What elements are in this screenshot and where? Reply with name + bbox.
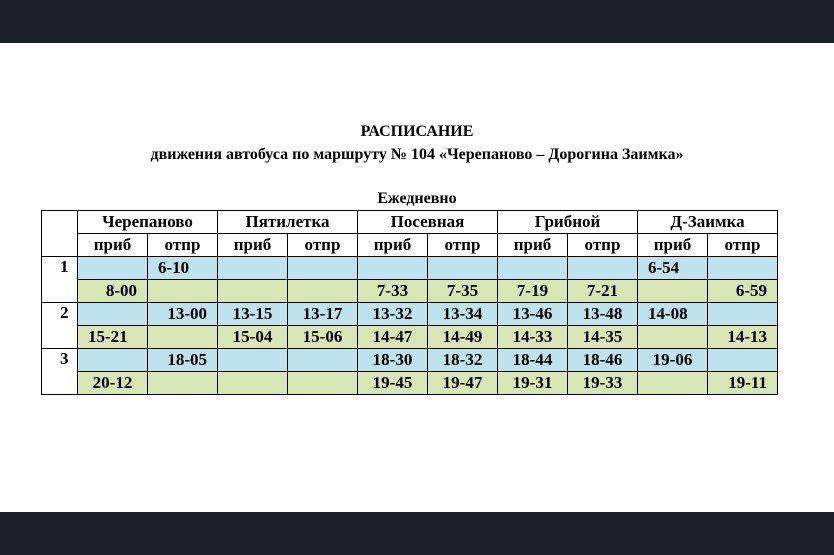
- stop-header: Грибной: [498, 211, 638, 234]
- trip-number-header: [42, 211, 78, 257]
- time-cell: 7-19: [498, 280, 568, 303]
- schedule-title: РАСПИСАНИЕ: [360, 123, 474, 140]
- arrival-departure-header-row: [42, 234, 778, 257]
- time-cell: 20-12: [78, 372, 148, 395]
- stop-header: Пятилетка: [218, 211, 358, 234]
- time-cell: [288, 280, 358, 303]
- time-cell: [78, 349, 148, 372]
- trip-number: 3: [42, 349, 78, 395]
- route-subtitle: движения автобуса по маршруту № 104 «Черепаново – Дорогина Заимка»: [150, 146, 684, 163]
- trip-row-outbound: [42, 349, 778, 372]
- time-cell: 15-06: [288, 326, 358, 349]
- time-cell: 19-33: [568, 372, 638, 395]
- trip-row-return: [42, 326, 778, 349]
- time-cell: 14-08: [638, 303, 708, 326]
- arrival-header: приб: [78, 234, 148, 257]
- time-cell: 13-32: [358, 303, 428, 326]
- time-cell: 13-17: [288, 303, 358, 326]
- time-cell: [78, 257, 148, 280]
- time-cell: 7-33: [358, 280, 428, 303]
- trip-row-outbound: [42, 257, 778, 280]
- time-cell: 19-06: [638, 349, 708, 372]
- time-cell: [288, 349, 358, 372]
- time-cell: 19-45: [358, 372, 428, 395]
- time-cell: [638, 326, 708, 349]
- time-cell: 14-47: [358, 326, 428, 349]
- time-cell: 19-47: [428, 372, 498, 395]
- stops-header-row: [42, 211, 778, 234]
- time-cell: 6-59: [708, 280, 778, 303]
- time-cell: 19-31: [498, 372, 568, 395]
- arrival-header: приб: [498, 234, 568, 257]
- time-cell: [568, 257, 638, 280]
- time-cell: [218, 257, 288, 280]
- time-cell: 7-21: [568, 280, 638, 303]
- time-cell: 13-46: [498, 303, 568, 326]
- time-cell: [148, 372, 218, 395]
- time-cell: [218, 280, 288, 303]
- time-cell: 13-00: [148, 303, 218, 326]
- time-cell: 19-11: [708, 372, 778, 395]
- time-cell: 8-00: [78, 280, 148, 303]
- time-cell: [288, 257, 358, 280]
- time-cell: [708, 257, 778, 280]
- time-cell: 14-33: [498, 326, 568, 349]
- time-cell: 6-54: [638, 257, 708, 280]
- time-cell: 15-21: [78, 326, 148, 349]
- time-cell: 18-44: [498, 349, 568, 372]
- time-cell: 14-49: [428, 326, 498, 349]
- time-cell: [148, 280, 218, 303]
- time-cell: 6-10: [148, 257, 218, 280]
- time-cell: 14-13: [708, 326, 778, 349]
- departure-header: отпр: [148, 234, 218, 257]
- time-cell: 13-34: [428, 303, 498, 326]
- arrival-header: приб: [218, 234, 288, 257]
- time-cell: [498, 257, 568, 280]
- time-cell: 18-30: [358, 349, 428, 372]
- bottom-black-bar: [0, 512, 834, 555]
- time-cell: [358, 257, 428, 280]
- time-cell: [218, 349, 288, 372]
- stop-header: Д-Заимка: [638, 211, 778, 234]
- time-cell: 13-15: [218, 303, 288, 326]
- time-cell: [78, 303, 148, 326]
- stop-header: Черепаново: [78, 211, 218, 234]
- top-black-bar: [0, 0, 834, 43]
- trip-row-return: [42, 372, 778, 395]
- departure-header: отпр: [708, 234, 778, 257]
- arrival-header: приб: [638, 234, 708, 257]
- time-cell: 14-35: [568, 326, 638, 349]
- time-cell: [638, 280, 708, 303]
- arrival-header: приб: [358, 234, 428, 257]
- departure-header: отпр: [568, 234, 638, 257]
- time-cell: [288, 372, 358, 395]
- trip-row-outbound: [42, 303, 778, 326]
- time-cell: 7-35: [428, 280, 498, 303]
- time-cell: 13-48: [568, 303, 638, 326]
- time-cell: [708, 303, 778, 326]
- time-cell: [708, 349, 778, 372]
- time-cell: [148, 326, 218, 349]
- time-cell: [428, 257, 498, 280]
- stop-header: Посевная: [358, 211, 498, 234]
- departure-header: отпр: [428, 234, 498, 257]
- departure-header: отпр: [288, 234, 358, 257]
- trip-number: 2: [42, 303, 78, 349]
- time-cell: [218, 372, 288, 395]
- time-cell: [638, 372, 708, 395]
- time-cell: 18-32: [428, 349, 498, 372]
- schedule-frequency: Ежедневно: [377, 190, 457, 207]
- trip-number: 1: [42, 257, 78, 303]
- time-cell: 18-05: [148, 349, 218, 372]
- time-cell: 15-04: [218, 326, 288, 349]
- time-cell: 18-46: [568, 349, 638, 372]
- bus-schedule-table: [41, 210, 778, 395]
- trip-row-return: [42, 280, 778, 303]
